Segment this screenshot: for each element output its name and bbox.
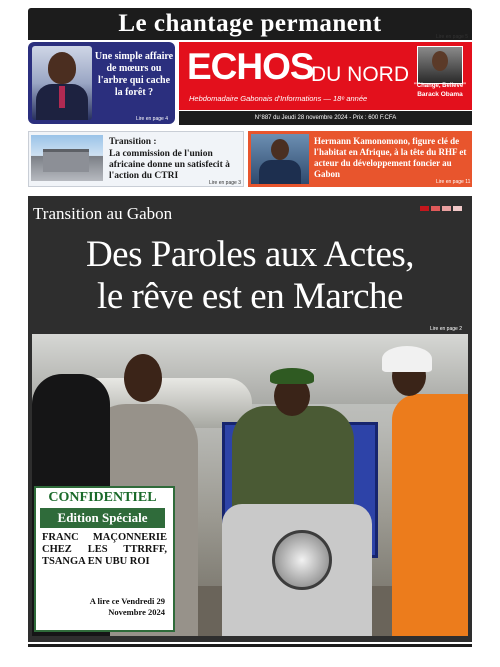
issue-line: N°887 du Jeudi 28 novembre 2024 - Prix : 600 F.CFA — [179, 111, 472, 125]
obama-quote-box — [411, 46, 469, 102]
confidentiel-date-line-1: A lire ce Vendredi 29 — [89, 596, 165, 606]
obama-quote-author: Barack Obama — [417, 91, 463, 98]
main-headline-line-1: Des Paroles aux Actes, — [85, 234, 415, 275]
teaser-left-text: Une simple affaire de mœurs ou l'arbre qui cache la forêt ? — [94, 51, 174, 98]
confidentiel-date — [40, 596, 165, 618]
teaser-left[interactable] — [28, 42, 175, 124]
obama-quote: "Change, Believe" — [413, 83, 467, 89]
teaser-mid-lire: Lire en page 3 — [209, 180, 241, 186]
main-story-panel[interactable] — [28, 196, 472, 642]
main-kicker: Transition au Gabon — [33, 204, 173, 223]
teaser-right-lire: Lire en page 11 — [436, 179, 471, 185]
tagline: Hebdomadaire Gabonais d'Informations — 18ᵉ année — [189, 94, 368, 103]
main-headline — [28, 234, 472, 318]
top-banner[interactable] — [28, 8, 472, 40]
main-lire: Lire en page 2 — [430, 326, 462, 332]
confidentiel-text: FRANC MAÇONNERIE CHEZ LES TTRRFF, TSANGA EN UBU ROI — [42, 532, 167, 567]
logo-sub: DU NORD — [311, 63, 409, 86]
confidentiel-date-line-2: Novembre 2024 — [108, 607, 165, 617]
teaser-left-lire: Lire en page 4 — [136, 116, 168, 122]
teaser-mid[interactable] — [28, 131, 244, 187]
teaser-right[interactable] — [248, 131, 472, 187]
teaser-left-photo — [32, 46, 92, 120]
confidentiel-subtitle: Edition Spéciale — [40, 508, 165, 528]
teaser-mid-title: Transition : — [109, 137, 157, 147]
confidentiel-title: CONFIDENTIEL — [48, 490, 157, 505]
main-headline-line-2: le rêve est en Marche — [97, 276, 403, 317]
confidentiel-box[interactable] — [34, 486, 175, 632]
color-dots — [420, 196, 464, 202]
obama-photo — [417, 46, 463, 84]
bottom-rule — [28, 644, 472, 647]
top-banner-title: Le chantage permanent — [118, 10, 382, 37]
teaser-mid-photo — [31, 135, 103, 181]
teaser-right-photo — [251, 134, 309, 184]
logo-main: ECHOS — [187, 46, 314, 87]
top-banner-lire: Lire en page 5 — [436, 34, 468, 40]
teaser-mid-text: La commission de l'union africaine donne un satisfecit à l'action du CTRI — [109, 149, 230, 181]
teaser-right-text: Hermann Kamonomono, figure clé de l'habitat en Afrique, à la tête du RHF et acteur du développement foncier au Gabon — [314, 136, 467, 179]
masthead — [179, 42, 472, 110]
